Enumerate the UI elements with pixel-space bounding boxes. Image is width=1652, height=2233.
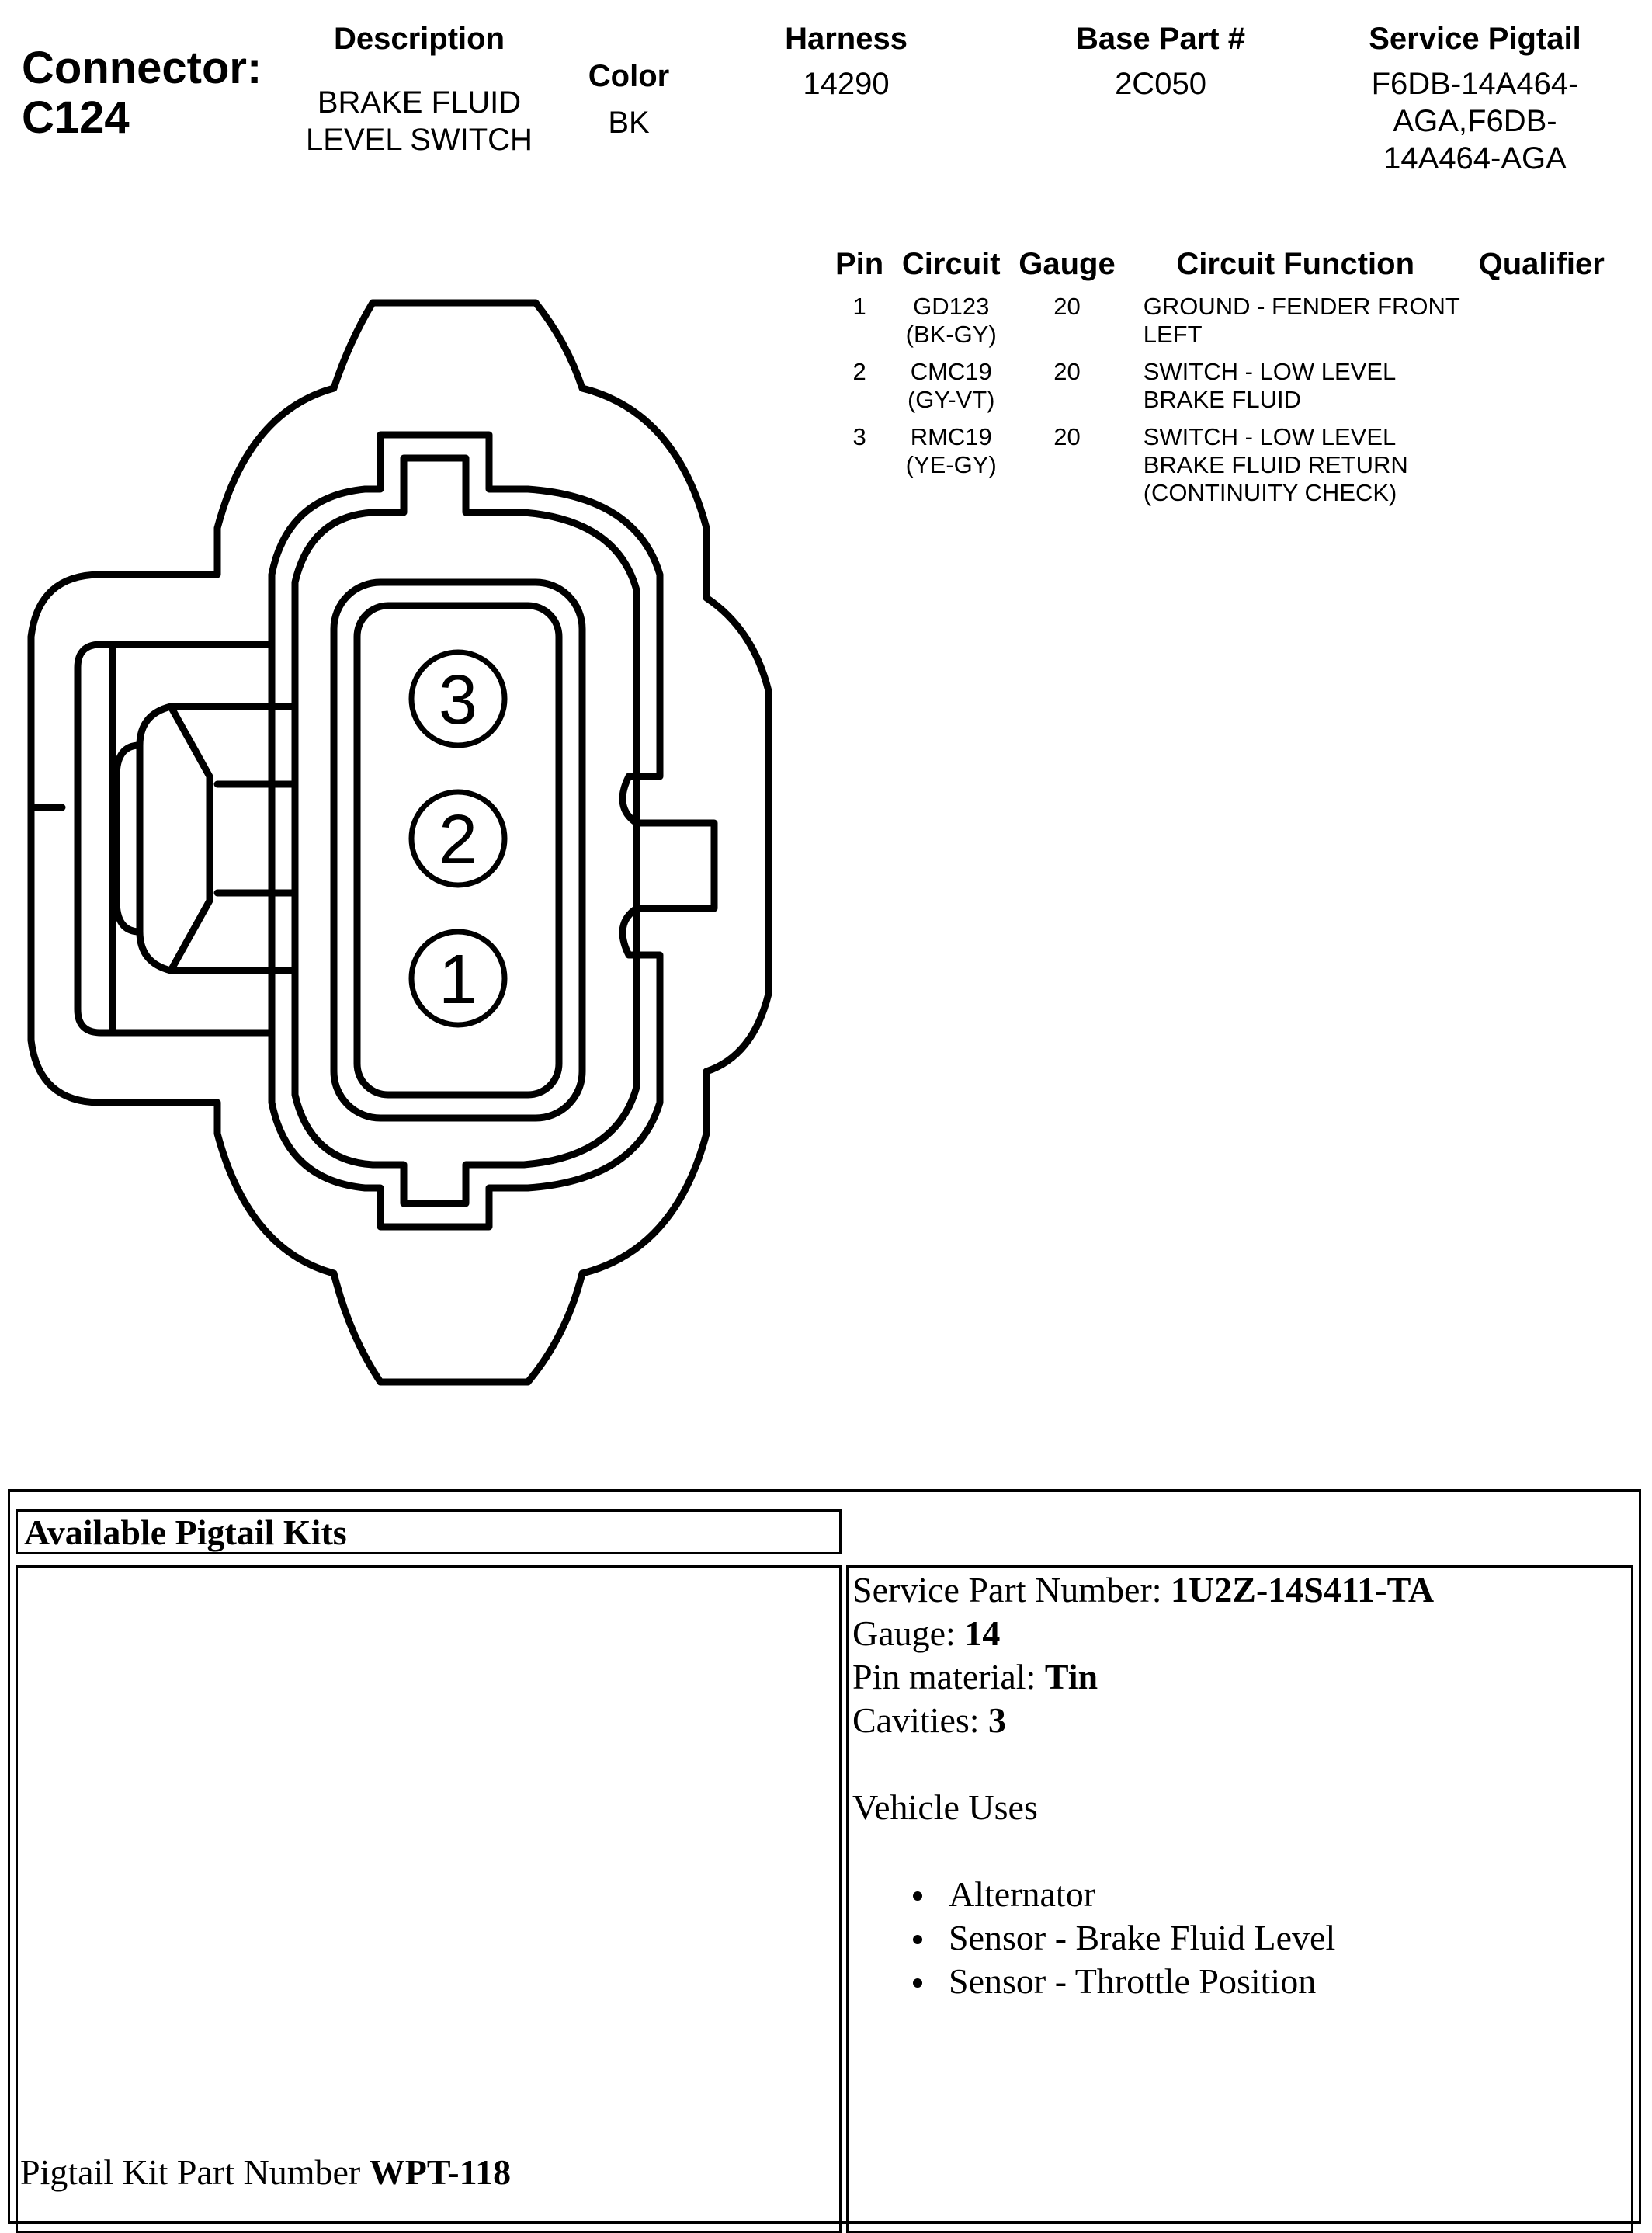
pin-material-value: Tin	[1044, 1657, 1098, 1696]
color-column	[567, 57, 691, 141]
function-cell	[1120, 293, 1471, 358]
column-header-qualifier: Qualifier	[1478, 247, 1605, 281]
pin-table-header	[831, 247, 1612, 293]
function-line: BRAKE FLUID RETURN	[1143, 451, 1408, 478]
gauge-cell: 20	[1053, 423, 1081, 450]
function-cell	[1120, 358, 1471, 423]
list-item: Sensor - Throttle Position	[949, 1960, 1434, 2003]
pigtail-kit-part-number	[20, 2151, 511, 2194]
connector-title	[22, 43, 262, 143]
column-header-circuit: Circuit	[901, 247, 1001, 281]
qualifier-cell	[1471, 358, 1612, 423]
function-line: BRAKE FLUID	[1143, 386, 1301, 413]
gauge-label: Gauge:	[852, 1613, 965, 1653]
function-line: SWITCH - LOW LEVEL	[1143, 423, 1397, 450]
service-pigtail-heading: Service Pigtail	[1369, 22, 1581, 56]
service-part-label: Service Part Number:	[852, 1570, 1171, 1610]
circuit-color: (GY-VT)	[907, 386, 995, 413]
service-pigtail-column	[1320, 20, 1630, 177]
kit-part-value: WPT-118	[369, 2152, 512, 2192]
qualifier-cell	[1471, 293, 1612, 358]
table-row	[831, 423, 1612, 516]
gauge-cell: 20	[1053, 293, 1081, 320]
table-row	[831, 293, 1612, 358]
pigtail-kit-details	[852, 1568, 1434, 2003]
description-value: BRAKE FLUID LEVEL SWITCH	[306, 85, 533, 157]
list-item: Alternator	[949, 1873, 1434, 1916]
base-part-value: 2C050	[1115, 67, 1206, 101]
circuit-color: (YE-GY)	[905, 451, 997, 478]
circuit-id: GD123	[913, 293, 990, 320]
pin-2-label: 2	[438, 801, 478, 879]
function-line: LEFT	[1143, 321, 1203, 348]
function-line: GROUND - FENDER FRONT	[1143, 293, 1460, 320]
color-heading: Color	[588, 59, 670, 93]
cavities-value: 3	[988, 1700, 1007, 1740]
harness-value: 14290	[803, 67, 890, 101]
circuit-cell	[888, 358, 1014, 423]
description-column	[279, 20, 559, 158]
pin-1-label: 1	[438, 941, 478, 1019]
latch-slot	[217, 707, 295, 971]
pin-material-label: Pin material:	[852, 1657, 1045, 1696]
pin-table	[831, 247, 1612, 516]
gauge-row	[852, 1612, 1434, 1655]
pigtail-kit-image-cell	[16, 1565, 842, 2233]
latch-frame	[78, 644, 272, 1033]
service-part-row	[852, 1568, 1434, 1612]
vehicle-uses-list	[852, 1873, 1434, 2003]
table-row	[831, 358, 1612, 423]
cavities-label: Cavities:	[852, 1700, 989, 1740]
circuit-cell	[888, 423, 1014, 516]
circuit-cell	[888, 293, 1014, 358]
pin-number: 2	[852, 358, 866, 385]
pin-material-row	[852, 1655, 1434, 1699]
pin-3-label: 3	[438, 662, 478, 739]
column-header-circuit-function: Circuit Function	[1176, 247, 1415, 281]
pin-number: 3	[852, 423, 866, 450]
base-part-heading: Base Part #	[1076, 22, 1245, 56]
service-part-value: 1U2Z-14S411-TA	[1171, 1570, 1435, 1610]
vehicle-uses-label: Vehicle Uses	[852, 1787, 1038, 1827]
connector-label: Connector:	[22, 43, 262, 93]
pigtail-kits-title: Available Pigtail Kits	[16, 1509, 842, 1554]
kit-part-label: Pigtail Kit Part Number	[20, 2152, 370, 2192]
circuit-id: RMC19	[910, 423, 992, 450]
list-item: Sensor - Brake Fluid Level	[949, 1916, 1434, 1960]
pin-number: 1	[852, 293, 866, 320]
circuit-id: CMC19	[910, 358, 992, 385]
cavities-row	[852, 1699, 1434, 1742]
connector-id: C124	[22, 92, 130, 143]
service-pigtail-value: F6DB-14A464- AGA,F6DB- 14A464-AGA	[1371, 67, 1579, 175]
connector-face-diagram	[23, 295, 800, 1398]
function-line: (CONTINUITY CHECK)	[1143, 479, 1397, 506]
gauge-cell: 20	[1053, 358, 1081, 385]
description-heading: Description	[333, 22, 505, 56]
column-header-pin: Pin	[835, 247, 884, 281]
latch-detail	[171, 707, 210, 971]
harness-column	[745, 20, 947, 102]
function-line: SWITCH - LOW LEVEL	[1143, 358, 1397, 385]
latch-ramp	[140, 707, 217, 971]
color-value: BK	[608, 106, 650, 140]
harness-heading: Harness	[785, 22, 908, 56]
column-header-gauge: Gauge	[1019, 247, 1116, 281]
function-cell	[1120, 423, 1471, 516]
qualifier-cell	[1471, 423, 1612, 516]
base-part-column	[1040, 20, 1281, 102]
circuit-color: (BK-GY)	[905, 321, 997, 348]
gauge-value: 14	[964, 1613, 1001, 1653]
